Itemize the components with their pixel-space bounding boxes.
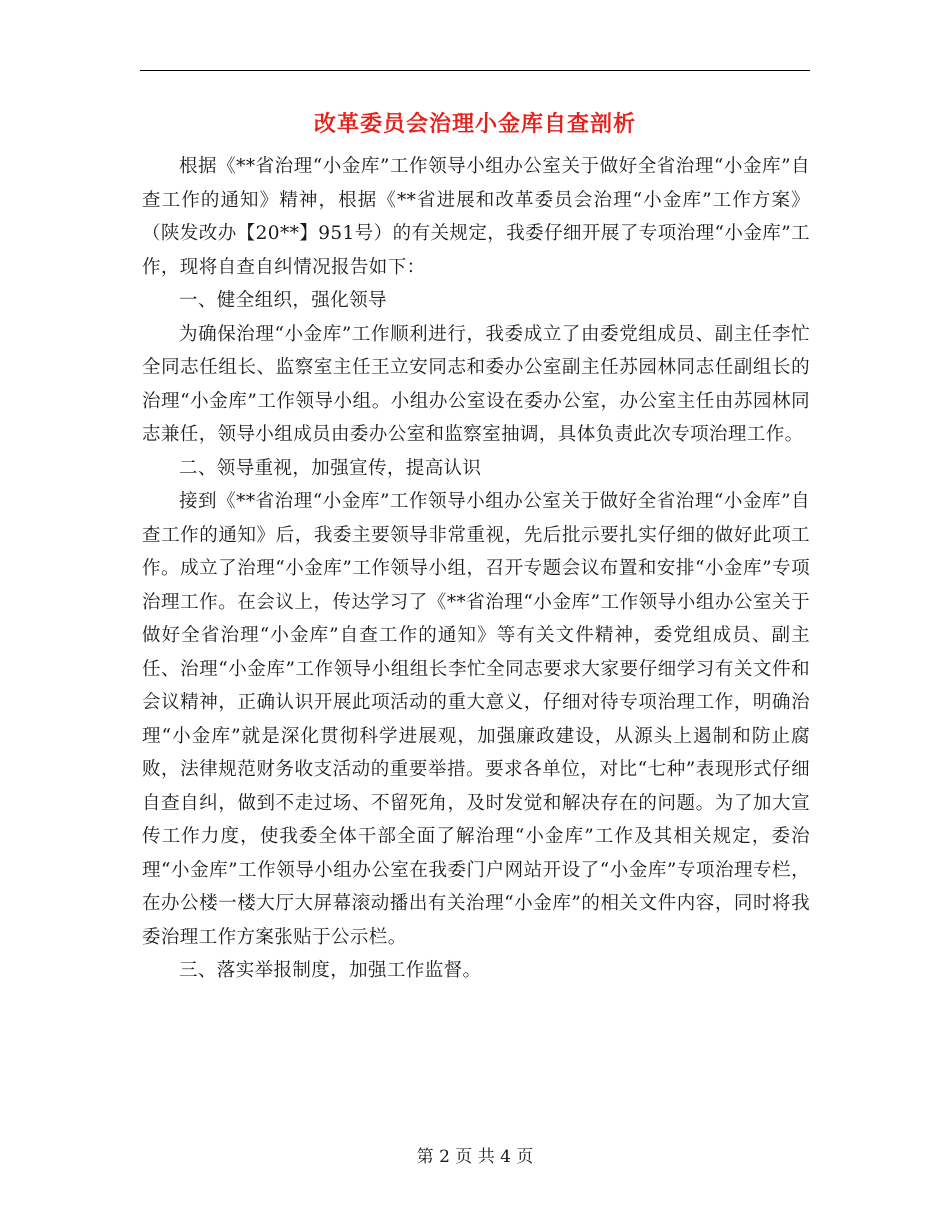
page-number-footer: 第 2 页 共 4 页	[416, 1147, 534, 1167]
section-heading-2: 二、领导重视，加强宣传，提高认识	[179, 457, 482, 479]
section-1-paragraph: 为确保治理“小金库”工作顺利进行，我委成立了由委党组成员、副主任李忙全同志任组长、监察室主任王立安同志和委办公室副主任苏园林同志任副组长的治理“小金库”工作领导小组。小组办公室设在委办公室，办公室主任由苏园林同志兼任，领导小组成员由委办公室和监察室抽调，具体负责此次专项治理工作。	[142, 323, 810, 445]
section-heading-1: 一、健全组织，强化领导	[179, 290, 387, 311]
header-rule	[140, 70, 810, 71]
document-body	[142, 150, 810, 988]
document-title: 改革委员会治理小金库自查剖析	[313, 111, 636, 137]
section-heading-3: 三、落实举报制度，加强工作监督。	[179, 960, 482, 981]
intro-paragraph: 根据《**省治理“小金库”工作领导小组办公室关于做好全省治理“小金库”自查工作的通知》精神，根据《**省进展和改革委员会治理“小金库”工作方案》（陕发改办【20**】951号）的有关规定，我委仔细开展了专项治理“小金库”工作，现将自查自纠情况报告如下：	[142, 156, 810, 278]
section-2-paragraph: 接到《**省治理“小金库”工作领导小组办公室关于做好全省治理“小金库”自查工作的通知》后，我委主要领导非常重视，先后批示要扎实仔细的做好此项工作。成立了治理“小金库”工作领导小组，召开专题会议布置和安排“小金库”专项治理工作。在会议上，传达学习了《**省治理“小金库”工作领导小组办公室关于做好全省治理“小金库”自查工作的通知》等有关文件精神，委党组成员、副主任、治理“小金库”工作领导小组组长李忙全同志要求大家要仔细学习有关文件和会议精神，正确认识开展此项活动的重大意义，仔细对待专项治理工作，明确治理“小金库”就是深化贯彻科学进展观，加强廉政建设，从源头上遏制和防止腐败，法律规范财务收支活动的重要举措。要求各单位，对比“七种”表现形式仔细自查自纠，做到不走过场、不留死角，及时发觉和解决存在的问题。为了加大宣传工作力度，使我委全体干部全面了解治理“小金库”工作及其相关规定，委治理“小金库”工作领导小组办公室在我委门户网站开设了“小金库”专项治理专栏，在办公楼一楼大厅大屏幕滚动播出有关治理“小金库”的相关文件内容，同时将我委治理工作方案张贴于公示栏。	[142, 491, 810, 948]
